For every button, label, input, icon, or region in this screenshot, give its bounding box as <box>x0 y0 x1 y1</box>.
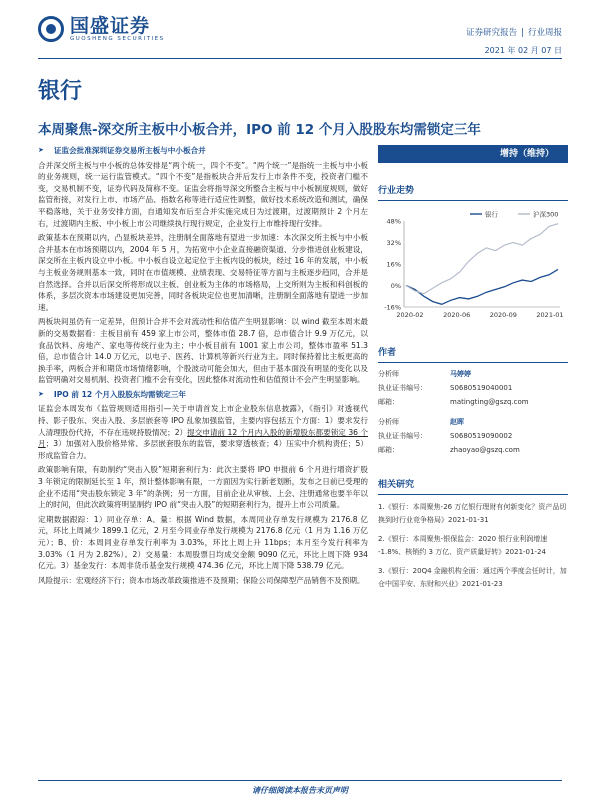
industry-name: 银行 <box>38 79 83 104</box>
paragraph: 政策影响有限，有助制约“突击入股”短期套利行为：此次主要将 IPO 申报前 6 个月进行增资扩股 3 年锁定的限制延长至 1 年，预计整体影响有限，一方面因为实行新老划断，发布之日前已受理的企业不适用“突击股东锁定 3 年”的条例；另一方面，目前企业从审核、上会、注册通常也要半年以上的时间，但此次政策将明显制约 IPO 前“突击入股”的短期套利行为，提升上市公司质量。 <box>38 465 368 510</box>
rating-badge: 增持（维持） <box>378 145 568 163</box>
risk-note: 风险提示：宏观经济下行；资本市场改革政策推进不及预期；保险公司保障型产品销售不及预期。 <box>38 575 365 585</box>
triangle-icon: ➤ <box>38 146 44 154</box>
legend-label: 沪深300 <box>533 210 559 219</box>
paragraph: 两板块间虽仍有一定差异，但预计合并不会对流动性和估值产生明显影响：以 wind 截至本周末最新的交易数据看：主板目前有 459 家上市公司，整体市值 28.7 倍，总市值合计 9.9 万亿元，以食品饮料、房地产、家电等传统行业为主；中小板目前有 1001 家上市公司，整体市盈率 51.3 倍，总市值合计 14.0 万亿元，以电子、医药、计算机等新兴行业为主。同时保持着比主板更高的换手率，两板合并和期货市场情绪影响，个股波动可能会加大，但由于基本面没有明显的变化以及监管明确对交易机制、投资者门槛不会有变化，因此整体对流动性和估值预计不会产生明显影响。 <box>38 317 368 385</box>
trend-section <box>378 183 568 325</box>
y-tick-label: 48% <box>386 217 401 226</box>
email-link[interactable]: matingting@gszq.com <box>450 398 529 406</box>
related-report[interactable]: 3.《银行：20Q4 金融机构全面：通过两个季度会任时计，加仓中国平安、东财和兴业》2021-01-23 <box>378 567 567 588</box>
report-kind: 行业周报 <box>527 28 562 38</box>
x-tick-label: 2020-09 <box>489 311 517 319</box>
related-report[interactable]: 1.《银行：本周聚焦-26 万亿银行理财有何新变化？资产品切换到时行业竞争格局》2021-01-31 <box>378 503 567 524</box>
logo <box>38 16 165 42</box>
related-report[interactable]: 2.《银行：本周聚焦-银保监会：2020 银行业利润增速 -1.8%、核销约 3 万亿、资产质量好转》2021-01-24 <box>378 535 548 556</box>
paragraph: 合并深交所主板与中小板的总体安排是“两个统一，四个不变”。“两个统一”是指统一主板与中小板的业务规则，统一运行监管模式。“四个不变”是指板块合并后发行上市条件不变，投资者门槛不变，交易机制不变，证券代码及简称不变。证监会将指导深交所整合主板与中小板制度规则，做好监管衔接，对发行上市、市场产品、指数名称等进行适应性调整，做好技术系统改造和测试，确保平稳落地，关于业务安排方面，自通知发布后至合并实施完成日为过渡期，过渡期预计 2 个月左右，过渡期内主板、中小板上市公司继续执行现行规定，企业发行上市维持现行安排。 <box>38 160 368 228</box>
triangle-icon: ➤ <box>38 389 44 398</box>
paragraph: 政策基本在预期以内，凸显板块差异，注册制全面落地有望进一步加速：本次深交所主板与中小板合并基本在市场预期以内，2004 年 5 月，为拓宽中小企业直接融资渠道、分步推进创业板建设，深交所在主板内设立中小板。中小板自设立起定位于主板内设的板块，经过 16 年的发展，中小板与主板业务规则基本一致，同时在市值规模、业绩表现、交易特征等方面与主板逐步趋同，合并是自然选择。合并以后深交所将形成以主板、创业板为主体的市场格局，上交所则为主板和科创板的体系，多层次资本市场建设更加完善，同时各板块定位也更加清晰，注册制全面落地有望进一步加速。 <box>38 233 368 312</box>
y-tick-label: 16% <box>386 260 401 269</box>
section-heading-2: ➤ IPO 前 12 个月入股股东均需锁定三年 <box>38 389 186 399</box>
footer-divider <box>38 780 562 781</box>
report-type: 证券研究报告 <box>466 28 518 38</box>
series-line-hs300 <box>406 224 558 294</box>
author-heading: 作者 <box>378 345 568 363</box>
legend-label: 银行 <box>485 210 498 219</box>
report-date: 2021 年 02 月 07 日 <box>484 46 562 55</box>
paragraph: 证监会本周发布《监管规则适用指引—关于申请首发上市企业股东信息披露》，《指引》对透视代持、影子股东、突击入股、多层嵌套等 IPO 乱象加强监管，主要内容包括五个方面：1）要求发行人清理股份代持，不存在违规持股情况；2）提交申请前 12 个月内入股的新增股东都要锁定 36 个月；3）加强对入股价格异常、多层嵌套股东的监管，要求穿透核查；4）压实中介机构责任；5）形成监管合力。 <box>38 404 368 460</box>
email-link[interactable]: zhaoyao@gszq.com <box>450 446 520 454</box>
x-tick-label: 2020-02 <box>396 311 424 319</box>
analyst-name: 赵晖 <box>450 418 464 426</box>
logo-icon <box>38 16 64 42</box>
x-tick-label: 2021-01 <box>536 311 564 319</box>
trend-heading: 行业走势 <box>378 183 568 201</box>
separator: | <box>521 28 524 38</box>
author-section: 作者 分析师 马婷婷 执业证书编号： S0680519040001 邮箱： matingting@gszq.com 分析师 赵晖 执业证书编号： S0680519090002 邮箱： zhaoyao@gszq.com <box>378 345 568 457</box>
trend-chart <box>378 207 568 325</box>
y-tick-label: -16% <box>384 303 401 312</box>
y-tick-label: 0% <box>390 282 401 290</box>
logo-english: GUOSHENG SECURITIES <box>70 36 165 42</box>
paragraph: 定期数据跟踪：1）同业存单：A、量：根据 Wind 数据，本周同业存单发行规模为 2176.8 亿元，环比上周减少 1899.1 亿元，2 月至今同业存单发行规模为 2176.8 亿元（1 月为 1.16 万亿元）；B、价：本周同业存单发行利率为 3.03%，环比上周上升 11bps；本月至今发行利率为 3.03%（1 月为 2.82%）。2）交易量：本周股票日均成交金额 9090 亿元，环比上周下降 934 亿元。3）基金发行：本周非货币基金发行规模 474.36 亿元，环比上周下降 538.79 亿元。 <box>38 514 368 571</box>
series-line-bank <box>406 269 558 304</box>
x-tick-label: 2020-06 <box>443 311 471 319</box>
footer <box>0 780 600 800</box>
report-meta <box>466 26 562 38</box>
cert-number: S0680519090002 <box>450 432 513 440</box>
analyst-name: 马婷婷 <box>450 370 471 378</box>
section-heading-1: ➤ 证监会批准深圳证券交易所主板与中小板合并 <box>38 146 206 155</box>
cert-number: S0680519040001 <box>450 384 513 392</box>
line-chart <box>378 207 568 325</box>
sidebar <box>378 145 568 591</box>
page-title: 本周聚焦-深交所主板中小板合并，IPO 前 12 个月入股股东均需锁定三年 <box>38 122 481 138</box>
header <box>0 0 600 60</box>
y-tick-label: 32% <box>386 239 401 247</box>
related-heading: 相关研究 <box>378 477 568 495</box>
related-section <box>378 477 568 591</box>
main-content <box>38 145 368 589</box>
footer-note: 请仔细阅读本报告末页声明 <box>252 786 348 795</box>
logo-name: 国盛证券 <box>70 15 151 37</box>
header-divider <box>38 58 562 59</box>
